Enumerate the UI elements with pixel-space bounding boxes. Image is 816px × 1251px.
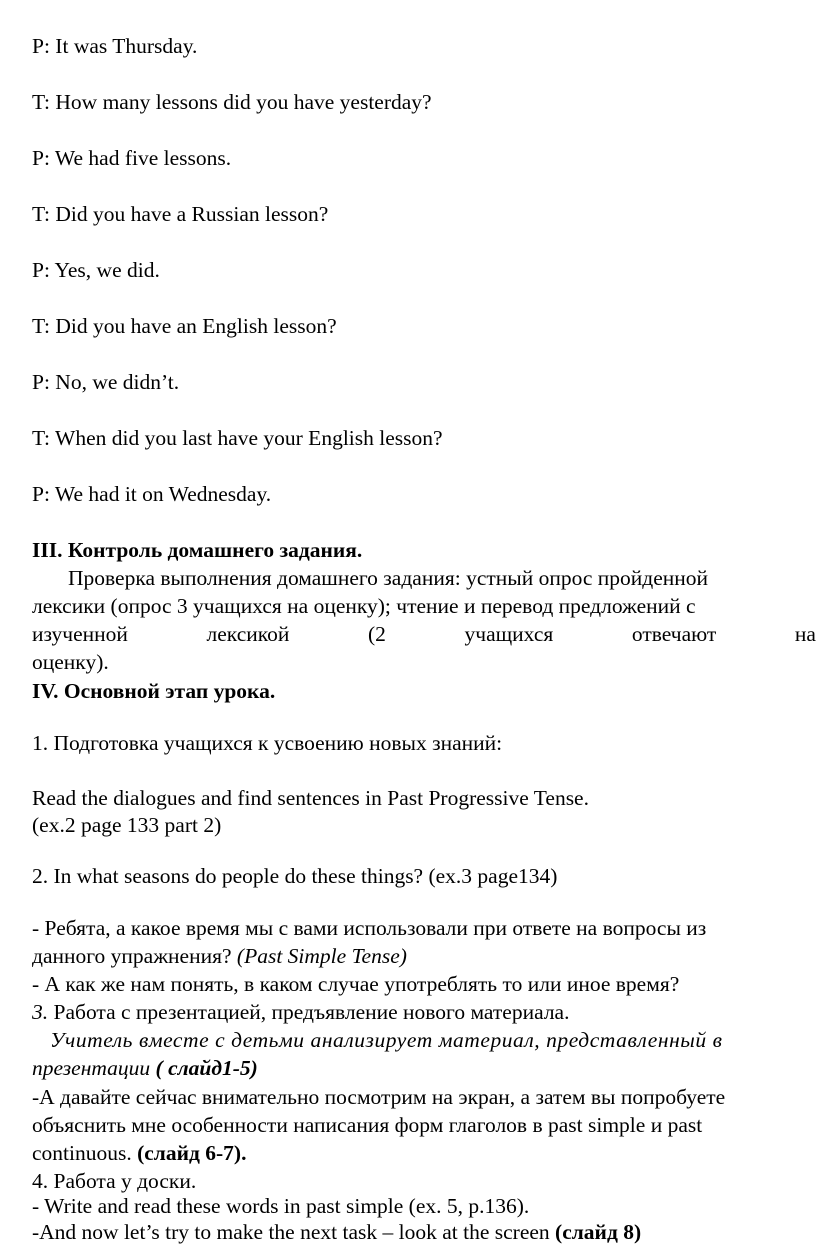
- dialogue-line: P: Yes, we did.: [32, 258, 160, 282]
- dialogue-line: T: How many lessons did you have yesterday?: [32, 90, 432, 114]
- italic-paragraph-line: [32, 1058, 258, 1080]
- paragraph-line: оценку).: [32, 650, 109, 674]
- paragraph-line: объяснить мне особенности написания форм глаголов в past simple и past: [32, 1113, 703, 1137]
- list-number: 3.: [32, 1000, 49, 1024]
- word: изученной: [32, 622, 128, 646]
- italic-text: презентации: [32, 1056, 156, 1080]
- italic-paragraph-line: [50, 1030, 816, 1052]
- slide-reference: (слайд 6-7).: [137, 1141, 247, 1165]
- dialogue-line: P: No, we didn’t.: [32, 370, 180, 394]
- task-line: [32, 1222, 641, 1244]
- italic-text: Учитель вместе с детьми анализирует материал, представленный в: [50, 1028, 723, 1052]
- paragraph-line: [32, 1143, 246, 1165]
- list-item: [32, 1002, 569, 1024]
- section-heading-homework: III. Контроль домашнего задания.: [32, 538, 363, 562]
- word: учащихся: [464, 622, 554, 646]
- dialogue-line: T: Did you have an English lesson?: [32, 314, 337, 338]
- list-text: Работа с презентацией, предъявление нового материала.: [48, 1000, 570, 1024]
- word: на: [794, 622, 816, 646]
- section-heading-main-stage: IV. Основной этап урока.: [32, 679, 276, 703]
- slide-reference: (слайд 8): [555, 1220, 642, 1244]
- word: отвечают: [631, 622, 717, 646]
- question-line: - Ребята, а какое время мы с вами использовали при ответе на вопросы из: [32, 916, 707, 940]
- question-line: [32, 946, 407, 968]
- dialogue-line: T: Did you have a Russian lesson?: [32, 202, 329, 226]
- answer-italic: (Past Simple Tense): [236, 944, 407, 968]
- dialogue-line: P: We had it on Wednesday.: [32, 482, 272, 506]
- paragraph-line: -А давайте сейчас внимательно посмотрим на экран, а затем вы попробуете: [32, 1085, 726, 1109]
- list-item: 4. Работа у доски.: [32, 1169, 197, 1193]
- slide-reference: ( слайд1-5): [155, 1056, 258, 1080]
- paragraph-text: continuous.: [32, 1141, 138, 1165]
- task-line: (ex.2 page 133 part 2): [32, 813, 222, 837]
- dialogue-line: T: When did you last have your English lesson?: [32, 426, 443, 450]
- task-text: -And now let’s try to make the next task – look at the screen: [32, 1220, 556, 1244]
- question-line: - А как же нам понять, в каком случае употреблять то или иное время?: [32, 972, 680, 996]
- list-item: 2. In what seasons do people do these things? (ex.3 page134): [32, 864, 558, 888]
- question-text: данного упражнения?: [32, 944, 237, 968]
- task-line: - Write and read these words in past simple (ex. 5, p.136).: [32, 1194, 530, 1218]
- dialogue-line: P: We had five lessons.: [32, 146, 232, 170]
- paragraph-line: лексики (опрос 3 учащихся на оценку); чтение и перевод предложений с: [32, 594, 696, 618]
- paragraph-line-justified: [32, 624, 816, 646]
- paragraph-line: Проверка выполнения домашнего задания: устный опрос пройденной: [68, 566, 709, 590]
- task-line: Read the dialogues and find sentences in Past Progressive Tense.: [32, 786, 589, 810]
- word: лексикой: [206, 622, 290, 646]
- word: (2: [367, 622, 386, 646]
- list-item: 1. Подготовка учащихся к усвоению новых знаний:: [32, 731, 503, 755]
- dialogue-line: P: It was Thursday.: [32, 34, 198, 58]
